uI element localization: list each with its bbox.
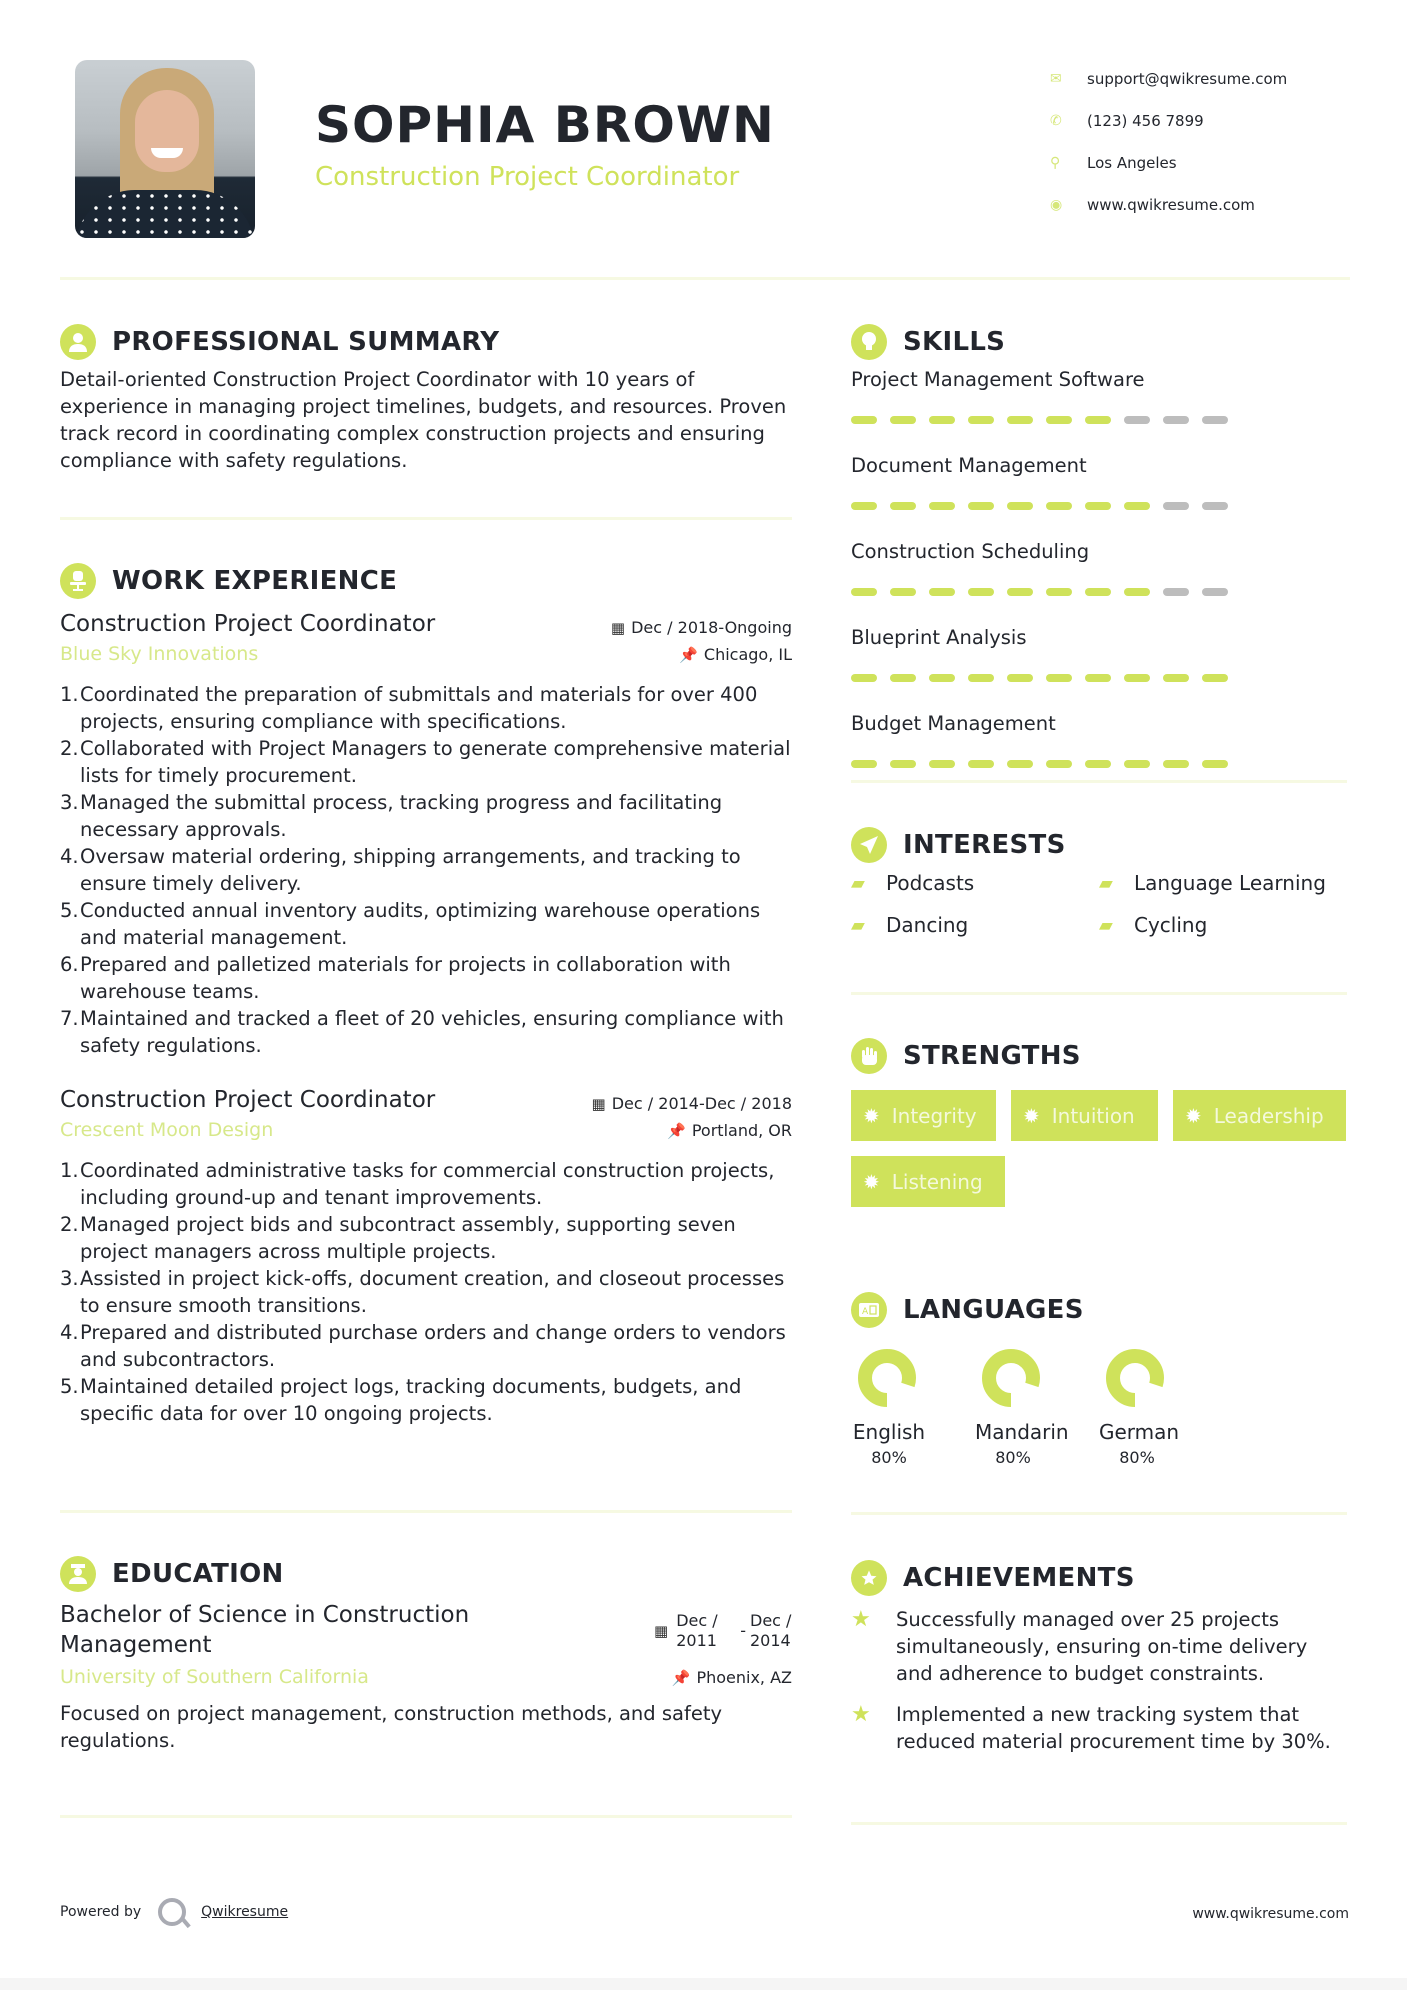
language-item (975, 1348, 1099, 1467)
skill-dash-filled (1163, 760, 1189, 768)
degree-title: Bachelor of Science in Construction Management (60, 1602, 470, 1658)
summary-title: PROFESSIONAL SUMMARY (112, 327, 500, 357)
badge-icon: ✹ (1023, 1103, 1040, 1128)
pushpin-icon: 📌 (667, 1121, 686, 1140)
section-divider (851, 1822, 1347, 1825)
skill-dash-filled (1202, 674, 1228, 682)
skill-level-bar (851, 416, 1347, 426)
job-location (679, 645, 792, 664)
badge-icon: ✹ (863, 1169, 880, 1194)
language-ring (851, 1348, 975, 1408)
map-pin-icon: ⚲ (1050, 155, 1061, 171)
pushpin-icon: 📌 (679, 645, 698, 664)
job-dates-text: Dec / 2018-Ongoing (631, 618, 792, 637)
interest-item: ▰ Podcasts (851, 871, 975, 895)
language-percent: 80% (1119, 1448, 1155, 1467)
skill-dash-empty (1124, 416, 1150, 424)
education-location (672, 1668, 792, 1687)
date-separator: - (740, 1621, 746, 1640)
section-divider (60, 1510, 792, 1513)
job-location (667, 1121, 792, 1140)
profile-photo (75, 60, 255, 238)
experience-heading (60, 561, 792, 601)
skills-list (851, 368, 1347, 770)
translate-icon (851, 1292, 887, 1328)
languages-list (851, 1348, 1347, 1467)
website-text[interactable]: www.qwikresume.com (1087, 196, 1255, 214)
chair-icon (60, 563, 96, 599)
bullet-item: 1. Coordinated the preparation of submittals and materials for over 400 projects, ensuring compliance with specifications. (60, 683, 758, 733)
contact-list (1050, 58, 1390, 226)
skill-dash-filled (890, 416, 916, 424)
section-divider (851, 1512, 1347, 1515)
skills-title: SKILLS (903, 327, 1006, 357)
skill-dash-filled (968, 674, 994, 682)
skill-dash-filled (929, 760, 955, 768)
skill-name: Budget Management (851, 712, 1056, 735)
contact-location (1050, 142, 1390, 184)
interest-item: ▰ Dancing (851, 913, 969, 937)
skill-dash-filled (929, 674, 955, 682)
skill-dash-filled (1085, 416, 1111, 424)
skill-dash-filled (1163, 674, 1189, 682)
bullet-item: 3. Assisted in project kick-offs, document creation, and closeout processes to ensure smooth transitions. (60, 1267, 785, 1317)
skill-dash-filled (890, 760, 916, 768)
section-divider (60, 517, 792, 520)
job-bullets (60, 1157, 792, 1427)
skill-dash-filled (1046, 502, 1072, 510)
skill-dash-filled (1085, 588, 1111, 596)
skill-dash-filled (1007, 588, 1033, 596)
skill-dash-filled (1007, 502, 1033, 510)
skill-name: Blueprint Analysis (851, 626, 1027, 649)
strength-tag: ✹ Leadership (1173, 1090, 1346, 1141)
job-entry (60, 603, 792, 1059)
skill-dash-filled (929, 416, 955, 424)
skill-dash-filled (890, 674, 916, 682)
book-icon: ▰ (1099, 914, 1113, 936)
languages-heading (851, 1290, 1347, 1330)
language-item (851, 1348, 975, 1467)
skill-dash-filled (968, 502, 994, 510)
experience-title: WORK EXPERIENCE (112, 566, 398, 596)
education-dates (654, 1602, 792, 1660)
star-badge-icon (851, 1560, 887, 1596)
shooting-star-icon: ★ (851, 1702, 871, 1727)
photo-face (135, 90, 199, 172)
skill-dash-filled (1085, 502, 1111, 510)
achievements-section (851, 1558, 1347, 1769)
skill-dash-filled (1085, 760, 1111, 768)
achievements-list (851, 1606, 1347, 1755)
education-description: Focused on project management, construction methods, and safety regulations. (60, 1702, 723, 1752)
bullet-item: 4. Prepared and distributed purchase orders and change orders to vendors and subcontractors. (60, 1321, 786, 1371)
language-name: English (852, 1420, 926, 1444)
skill-dash-filled (968, 760, 994, 768)
skill-level-bar (851, 674, 1347, 684)
education-location-text: Phoenix, AZ (696, 1667, 792, 1687)
job-location-text: Chicago, IL (703, 644, 792, 664)
achievement-item: ★ Successfully managed over 25 projects simultaneously, ensuring on-time delivery and adherence to budget constraints. (851, 1607, 1308, 1685)
section-divider (851, 780, 1347, 783)
interests-section (851, 825, 1347, 937)
skill-level-bar (851, 760, 1347, 770)
skill-dash-filled (929, 588, 955, 596)
photo-smile (151, 148, 183, 158)
skill-name: Construction Scheduling (851, 540, 1090, 563)
summary-heading (60, 322, 795, 362)
skill-dash-filled (1007, 416, 1033, 424)
badge-icon: ✹ (863, 1103, 880, 1128)
shooting-star-icon: ★ (851, 1607, 871, 1632)
contact-email[interactable] (1050, 58, 1390, 100)
bullet-item: 7. Maintained and tracked a fleet of 20 vehicles, ensuring compliance with safety regulations. (60, 1007, 784, 1057)
bullet-item: 1. Coordinated administrative tasks for commercial construction projects, including ground-up and tenant improvements. (60, 1159, 775, 1209)
language-ring (975, 1348, 1099, 1408)
bullet-item: 2. Collaborated with Project Managers to generate comprehensive material lists for timely procurement. (60, 737, 791, 787)
phone-text[interactable]: (123) 456 7899 (1087, 112, 1204, 130)
education-entry (60, 1600, 792, 1660)
skill-dash-filled (1124, 760, 1150, 768)
job-dates (611, 618, 792, 637)
book-icon: ▰ (1099, 872, 1113, 894)
skill-dash-filled (890, 588, 916, 596)
skill-dash-empty (1163, 416, 1189, 424)
header-divider (60, 277, 1350, 280)
job-bullets (60, 681, 792, 1059)
summary-text: Detail-oriented Construction Project Coordinator with 10 years of experience in managing project timelines, budgets, and resources. Proven track record in coordinating complex construction projects and ensuring compliance with safety regulations. (60, 368, 787, 472)
candidate-title: Construction Project Coordinator (315, 162, 740, 192)
skill-dash-filled (851, 416, 877, 424)
skill-name: Document Management (851, 454, 1087, 477)
education-title: EDUCATION (112, 1559, 284, 1589)
progress-ring-icon (1105, 1348, 1165, 1408)
strengths-list (851, 1090, 1351, 1207)
calendar-icon: ▦ (610, 619, 626, 637)
bullet-item: 5. Conducted annual inventory audits, optimizing warehouse operations and material management. (60, 899, 761, 949)
skill-dash-empty (1163, 502, 1189, 510)
bullet-item: 2. Managed project bids and subcontract assembly, supporting seven project managers across multiple projects. (60, 1213, 736, 1263)
skill-dash-filled (1007, 674, 1033, 682)
job-entry (60, 1079, 792, 1427)
section-divider (851, 992, 1347, 995)
school-name: University of Southern California (60, 1666, 369, 1688)
skill-dash-filled (1202, 760, 1228, 768)
email-text[interactable]: support@qwikresume.com (1087, 70, 1288, 88)
skill-dash-filled (851, 502, 877, 510)
languages-section (851, 1290, 1347, 1467)
envelope-icon: ✉ (1050, 71, 1062, 87)
skill-dash-filled (890, 502, 916, 510)
lightbulb-icon (851, 324, 887, 360)
graduate-icon (60, 1556, 96, 1592)
section-divider (60, 1815, 792, 1818)
company-name: Blue Sky Innovations (60, 643, 259, 665)
interest-item: ▰ Language Learning (1099, 871, 1326, 895)
languages-title: LANGUAGES (903, 1295, 1084, 1325)
skill-dash-filled (1124, 674, 1150, 682)
job-dates (592, 1094, 792, 1113)
skill-dash-filled (1046, 416, 1072, 424)
company-name: Crescent Moon Design (60, 1119, 274, 1141)
job-title: Construction Project Coordinator (60, 1087, 436, 1113)
interests-title: INTERESTS (903, 830, 1066, 860)
strengths-section (851, 1036, 1351, 1207)
skill-dash-empty (1163, 588, 1189, 596)
skill-dash-filled (1124, 588, 1150, 596)
language-name: Mandarin (975, 1420, 1069, 1444)
skill-dash-filled (851, 760, 877, 768)
paper-plane-icon (851, 827, 887, 863)
skill-dash-filled (1124, 502, 1150, 510)
skill-dash-empty (1202, 416, 1228, 424)
bullet-item: 3. Managed the submittal process, tracking progress and facilitating necessary approvals. (60, 791, 723, 841)
summary-section (60, 322, 795, 474)
skill-level-bar (851, 502, 1347, 512)
skill-dash-filled (968, 416, 994, 424)
achievements-heading (851, 1558, 1347, 1598)
skill-name: Project Management Software (851, 368, 1145, 391)
education-section (60, 1554, 792, 1754)
strengths-title: STRENGTHS (903, 1041, 1081, 1071)
progress-ring-icon (857, 1348, 917, 1408)
pushpin-icon: 📌 (671, 1668, 691, 1687)
photo-shirt (75, 190, 255, 238)
skill-dash-filled (1007, 760, 1033, 768)
contact-website[interactable] (1050, 184, 1390, 226)
footer-powered-by (60, 1898, 288, 1926)
location-text: Los Angeles (1087, 154, 1177, 172)
skill-level-bar (851, 588, 1347, 598)
skill-dash-empty (1202, 502, 1228, 510)
bullet-item: 5. Maintained detailed project logs, tracking documents, budgets, and specific data for over 10 ongoing projects. (60, 1375, 742, 1425)
language-ring (1099, 1348, 1223, 1408)
strengths-heading (851, 1036, 1351, 1076)
strength-tag: ✹ Integrity (851, 1090, 996, 1141)
skill-dash-filled (851, 674, 877, 682)
skill-dash-filled (968, 588, 994, 596)
experience-section (60, 561, 792, 1427)
bullet-item: 6. Prepared and palletized materials for projects in collaboration with warehouse teams. (60, 953, 731, 1003)
skill-dash-empty (1202, 588, 1228, 596)
user-icon (60, 324, 96, 360)
education-start: Dec / 2011 (676, 1611, 718, 1650)
job-dates-text: Dec / 2014-Dec / 2018 (611, 1094, 792, 1113)
candidate-name: SOPHIA BROWN (315, 96, 775, 154)
job-title: Construction Project Coordinator (60, 611, 436, 637)
phone-icon: ✆ (1050, 113, 1062, 129)
education-heading (60, 1554, 792, 1594)
skills-heading (851, 322, 1347, 362)
skill-dash-filled (1046, 588, 1072, 596)
skills-section (851, 322, 1347, 798)
achievement-item: ★ Implemented a new tracking system that reduced material procurement time by 30%. (851, 1702, 1331, 1753)
calendar-icon: ▦ (591, 1095, 606, 1113)
qwikresume-link[interactable]: Qwikresume (201, 1904, 289, 1920)
interests-heading (851, 825, 1347, 865)
education-end: Dec / 2014 (750, 1611, 792, 1650)
globe-icon: ◉ (1050, 197, 1063, 213)
language-item (1099, 1348, 1223, 1467)
badge-icon: ✹ (1185, 1103, 1202, 1128)
skill-dash-filled (1046, 674, 1072, 682)
language-percent: 80% (995, 1448, 1031, 1467)
page-bottom-band (0, 1978, 1407, 1990)
interests-list (851, 871, 1347, 937)
job-location-text: Portland, OR (691, 1120, 792, 1140)
skill-dash-filled (851, 588, 877, 596)
language-name: German (1099, 1420, 1180, 1444)
skill-dash-filled (929, 502, 955, 510)
skill-dash-filled (1085, 674, 1111, 682)
svg-text:A: A (862, 1307, 869, 1317)
powered-by-label: Powered by (60, 1904, 142, 1920)
hand-icon (851, 1038, 887, 1074)
progress-ring-icon (981, 1348, 1041, 1408)
skill-dash-filled (1046, 760, 1072, 768)
achievements-title: ACHIEVEMENTS (903, 1563, 1135, 1593)
bullet-item: 4. Oversaw material ordering, shipping arrangements, and tracking to ensure timely delivery. (60, 845, 741, 895)
interest-item: ▰ Cycling (1099, 913, 1208, 937)
strength-tag: ✹ Intuition (1011, 1090, 1158, 1141)
qwikresume-logo-icon (158, 1898, 186, 1926)
strength-tag: ✹ Listening (851, 1156, 1005, 1207)
book-icon: ▰ (851, 872, 865, 894)
language-percent: 80% (871, 1448, 907, 1467)
contact-phone[interactable] (1050, 100, 1390, 142)
footer-website[interactable]: www.qwikresume.com (1192, 1906, 1349, 1922)
book-icon: ▰ (851, 914, 865, 936)
calendar-icon: ▦ (654, 1622, 669, 1640)
